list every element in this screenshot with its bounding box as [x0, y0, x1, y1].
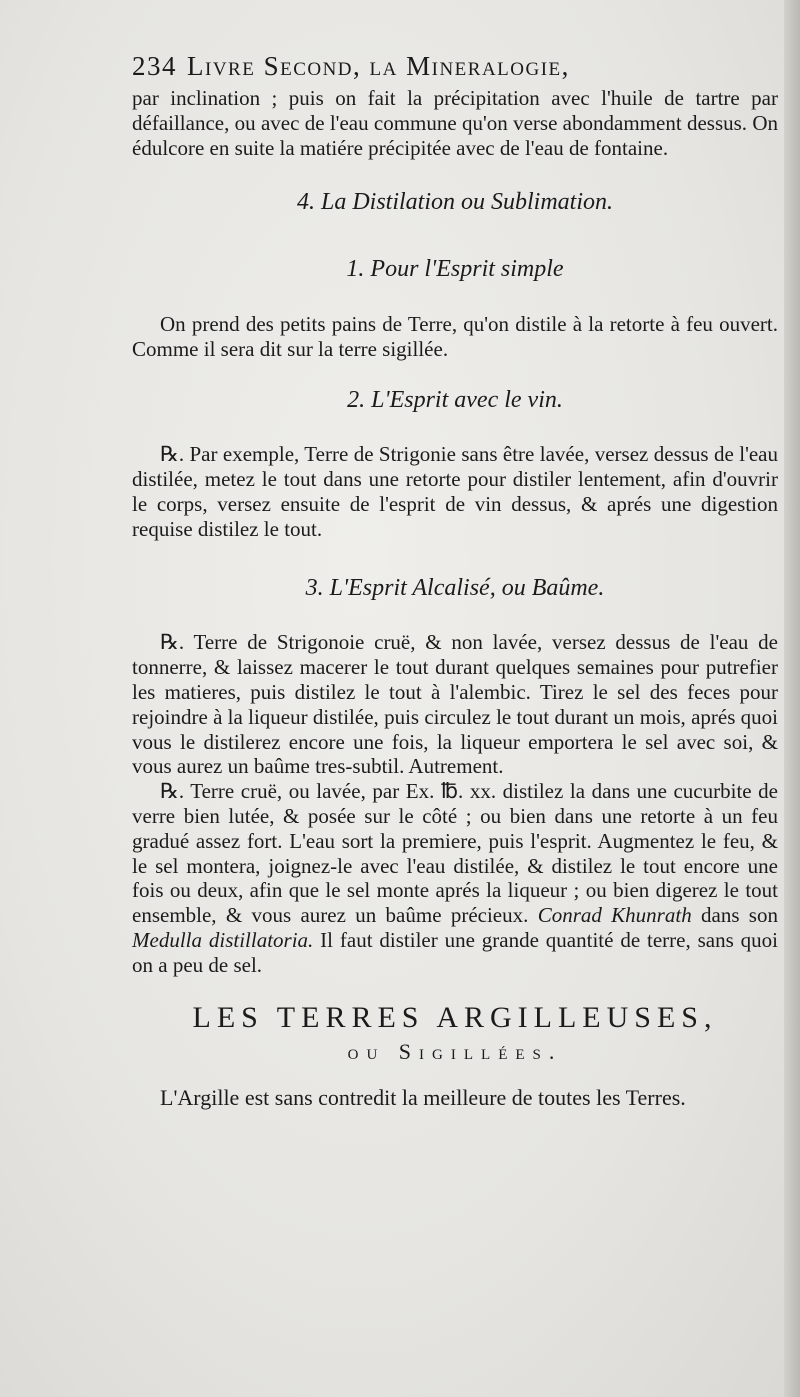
intro-paragraph: par inclination ; puis on fait la précipitation avec l'huile de tartre par défaillance, ou avec de l'eau commune qu'on verse abondamment dessus. On édulcore en suite la matiére précipitée avec de l'eau de fontaine.	[132, 86, 778, 160]
page-edge	[784, 0, 800, 1397]
page-text	[132, 48, 778, 1111]
chapter-title: LES TERRES ARGILLEUSES,	[192, 1000, 718, 1034]
page-number: 234	[132, 51, 177, 81]
subsection-text-2: ℞. Par exemple, Terre de Strigonie sans être lavée, versez dessus de l'eau distilée, metez le tout dans une retorte pour distiler lentement, afin d'ouvrir le corps, versez ensuite de l'esprit de vin dessus, & aprés une digestion requise distilez le tout.	[132, 442, 778, 541]
running-title: Livre Second, la Mineralogie,	[187, 51, 570, 81]
chapter-subtitle: ou Sigillées.	[347, 1038, 563, 1064]
running-header	[132, 48, 778, 84]
work-title: Medulla distillatoria.	[132, 927, 314, 952]
subsection-heading-3: 3. L'Esprit Alcalisé, ou Baûme.	[305, 574, 605, 601]
subsection-heading-2: 2. L'Esprit avec le vin.	[347, 386, 563, 413]
chapter-first-line: L'Argille est sans contredit la meilleure de toutes les Terres.	[160, 1085, 686, 1111]
subsection-text-3a: ℞. Terre de Strigonoie cruë, & non lavée, versez dessus de l'eau de tonnerre, & laissez macerer le tout durant quelques semaines pour putrefier les matieres, puis distilez le tout à l'alembic. Tirez le sel des feces pour rejoindre à la liqueur distilée, puis circulez le tout durant un mois, aprés quoi vous le distilerez encore une fois, la liqueur emportera le sel avec soi, & vous aurez un baûme tres-subtil. Autrement.	[132, 630, 778, 779]
author-name: Conrad Khunrath	[537, 903, 692, 928]
subsection-text-1: On prend des petits pains de Terre, qu'on distile à la retorte à feu ouvert. Comme il sera dit sur la terre sigillée.	[132, 311, 778, 361]
recipe-text-mid: dans son	[691, 903, 778, 928]
section-heading: 4. La Distilation ou Sublimation.	[296, 189, 614, 216]
subsection-text-3b	[132, 779, 778, 977]
recipe-text: ℞. Terre cruë, ou lavée, par Ex. ℔. xx. distilez la dans une cucurbite de verre bien lutée, & posée sur le côté ; ou bien dans une retorte à un feu gradué assez fort. L'eau sort la premiere, puis l'esprit. Augmentez le feu, & le sel montera, joignez-le avec l'eau distilée, & distilez le tout encore une fois ou deux, afin que le sel monte aprés la liqueur ; ou bien digerez le tout ensemble, & vous aurez un baûme précieux.	[132, 779, 778, 928]
subsection-heading-1: 1. Pour l'Esprit simple	[346, 256, 564, 283]
recipe-text-end: Il faut distiler une grande quantité de terre, sans quoi on a peu de sel.	[132, 927, 778, 977]
